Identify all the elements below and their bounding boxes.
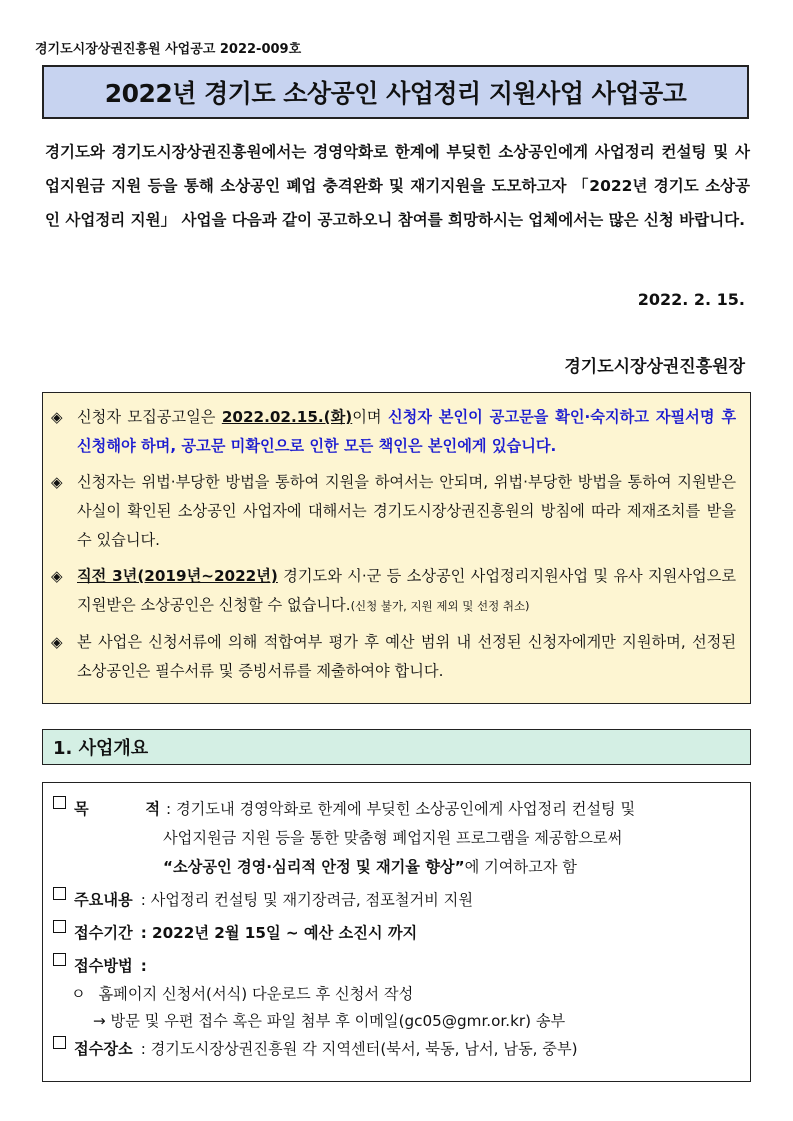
method-label: 접수방법 [74, 957, 133, 975]
notice-item [51, 468, 736, 555]
purpose-quote: “소상공인 경영·심리적 안정 및 재기율 향상” [163, 858, 465, 876]
content-row [53, 886, 750, 915]
diamond-bullet-icon: ◈ [51, 633, 63, 651]
notice-item [51, 628, 736, 686]
notice-text: 본 사업은 신청서류에 의해 적합여부 평가 후 예산 범위 내 선정된 신청자에게만 지원하며, 선정된 소상공인은 필수서류 및 증빙서류를 제출하여야 합니다. [77, 633, 736, 680]
purpose-text: 에 기여하고자 함 [464, 858, 577, 876]
issuer-name: 경기도시장상권진흥원장 [564, 357, 745, 377]
content-label: 주요내용 [74, 891, 133, 909]
content-text: : 사업정리 컨설팅 및 재기장려금, 점포철거비 지원 [140, 891, 474, 909]
purpose-text: : 경기도내 경영악화로 한계에 부딪힌 소상공인에게 사업정리 컨설팅 및 [166, 800, 636, 818]
purpose-label: 적 [145, 800, 160, 818]
notice-text: 신청자 모집공고일은 [77, 408, 222, 426]
announcement-date: 2022. 2. 15. [637, 290, 745, 309]
checkbox-square-icon [53, 953, 66, 966]
notice-note: (신청 불가, 지원 제외 및 선정 취소) [350, 599, 530, 613]
checkbox-square-icon [53, 796, 66, 809]
diamond-bullet-icon: ◈ [51, 567, 63, 585]
place-label: 접수장소 [74, 1040, 133, 1058]
notice-text: 신청자는 위법·부당한 방법을 통하여 지원을 하여서는 안되며, 위법·부당한 방법을 통하여 지원받은 사실이 확인된 소상공인 사업자에 대해서는 경기도시장상권진흥원의 방침에 따라 제재조치를 받을 수 있습니다. [77, 473, 736, 549]
overview-box [42, 782, 751, 1082]
diamond-bullet-icon: ◈ [51, 408, 63, 426]
purpose-row [53, 795, 750, 824]
notice-emphasis: 신청자 본인이 공고문을 확인·숙지하고 자필서명 후 신청해야 하며, 공고문 미확인으로 인한 모든 책인은 본인에게 있습니다. [77, 408, 737, 455]
page-title: 2022년 경기도 소상공인 사업정리 지원사업 사업공고 [42, 65, 749, 119]
period-label: 접수기간 [74, 924, 133, 942]
notice-item [51, 403, 736, 461]
checkbox-square-icon [53, 920, 66, 933]
period-text: : 2022년 2월 15일 ~ 예산 소진시 까지 [140, 924, 418, 942]
method-row [53, 952, 750, 981]
notice-period: 직전 3년(2019년~2022년) [77, 567, 278, 585]
place-row [53, 1035, 750, 1064]
method-item: 홈페이지 신청서(서식) 다운로드 후 신청서 작성 [98, 985, 414, 1003]
notice-box [42, 392, 751, 704]
checkbox-square-icon [53, 887, 66, 900]
circle-bullet-icon: ㅇ [71, 985, 86, 1003]
place-text: : 경기도시장상권진흥원 각 지역센터(북서, 북동, 남서, 남동, 중부) [140, 1040, 578, 1058]
diamond-bullet-icon: ◈ [51, 473, 63, 491]
intro-paragraph: 경기도와 경기도시장상권진흥원에서는 경영악화로 한계에 부딪힌 소상공인에게 사업정리 컨설팅 및 사업지원금 지원 등을 통해 소상공인 폐업 충격완화 및 재기지원을 도모하고자 「2022년 경기도 소상공인 사업정리 지원」 사업을 다음과 같이 공고하오니 참여를 희망하시는 업체에서는 많은 신청 바랍니다. [45, 143, 750, 229]
document-number: 경기도시장상권진흥원 사업공고 2022-009호 [35, 42, 302, 57]
notice-item [51, 562, 736, 621]
section-title-overview: 1. 사업개요 [42, 729, 751, 765]
method-colon: : [140, 957, 147, 975]
purpose-text: 사업지원금 지원 등을 통한 맞춤형 폐업지원 프로그램을 제공함으로써 [163, 829, 623, 847]
period-row [53, 919, 750, 948]
purpose-label: 목 [74, 800, 89, 818]
checkbox-square-icon [53, 1036, 66, 1049]
method-subitem: → 방문 및 우편 접수 혹은 파일 첨부 후 이메일(gc05@gmr.or.kr) 송부 [93, 1012, 566, 1030]
notice-text: 이며 [352, 408, 388, 426]
notice-text: 경기도와 시·군 등 소상공인 사업정리지원사업 및 유사 지원사업으로 지원받은 소상공인은 신청할 수 없습니다. [77, 567, 737, 614]
notice-date: 2022.02.15.(화) [221, 408, 353, 426]
